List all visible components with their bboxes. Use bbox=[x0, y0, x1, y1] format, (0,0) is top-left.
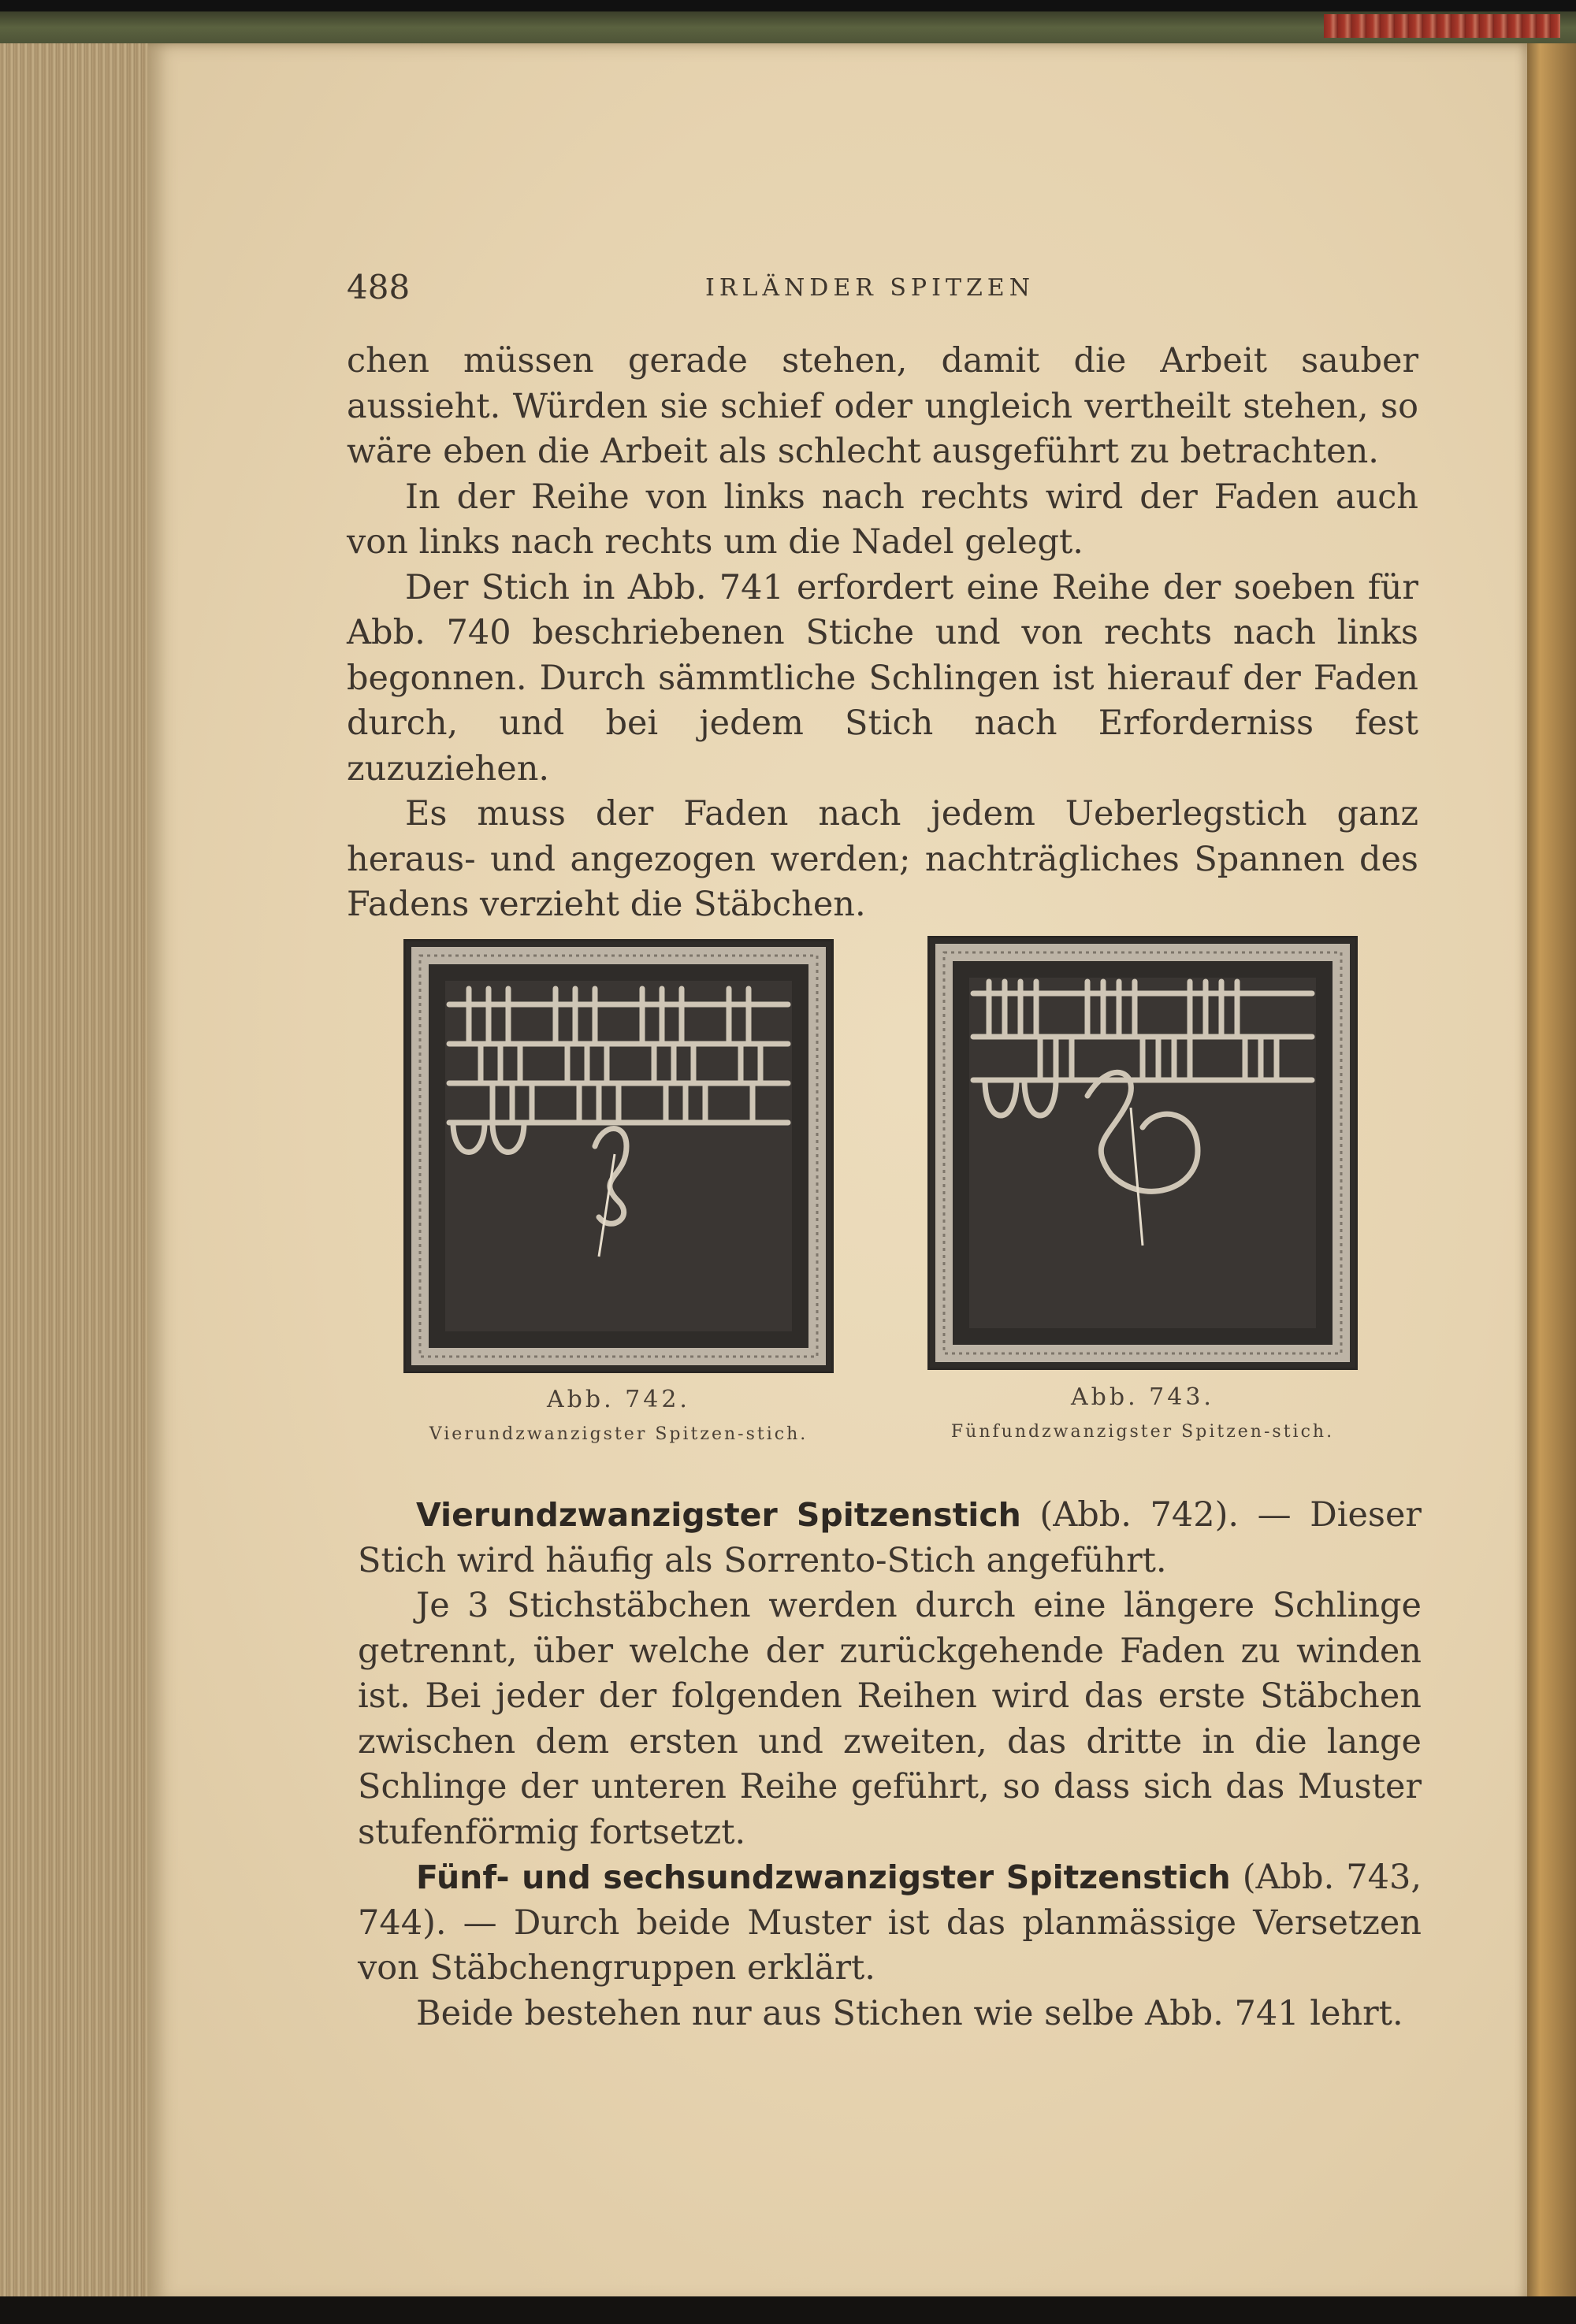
bookmark-ribbon bbox=[1324, 14, 1560, 38]
lace-stitch-illustration bbox=[930, 938, 1355, 1368]
paragraph-text: Beide bestehen nur aus Stichen wie selbe Abb. 741 lehrt. bbox=[416, 1993, 1403, 2033]
stitch-heading: Vierundzwanzigster Spitzenstich bbox=[416, 1496, 1021, 1534]
figure-742-illustration bbox=[406, 941, 831, 1371]
lace-stitch-illustration bbox=[406, 941, 831, 1371]
stitch-heading: Fünf- und sechsundzwanzigster Spitzenstich bbox=[416, 1858, 1231, 1896]
book-cover-edge bbox=[1525, 43, 1576, 2324]
figure-743-caption bbox=[922, 1380, 1363, 1450]
figure-label: Abb. 742. bbox=[547, 1386, 690, 1413]
page-edges bbox=[0, 43, 158, 2296]
text-block-bottom bbox=[358, 1493, 1422, 2036]
paragraph: chen müssen gerade stehen, damit die Arbeit sauber aussieht. Würden sie schief oder ungleich vertheilt stehen, so wäre eben die Arbeit als schlecht ausgeführt zu betrachten. bbox=[347, 341, 1418, 471]
paragraph bbox=[358, 1493, 1422, 1583]
figure-title: Vierundzwanzigster Spitzen-stich. bbox=[429, 1424, 808, 1444]
book-cover-bottom bbox=[0, 2296, 1576, 2324]
paragraph-text: (Abb. 742). — Dieser Stich wird häufig als Sorrento-Stich angeführt. bbox=[358, 1495, 1422, 1580]
figure-743-illustration bbox=[930, 938, 1355, 1368]
figure-title: Fünfundzwanzigster Spitzen-stich. bbox=[950, 1422, 1335, 1442]
text-block-top bbox=[347, 339, 1418, 928]
paragraph: Es muss der Faden nach jedem Ueberlegstich ganz heraus- und angezogen werden; nachträgliches Spannen des Fadens verzieht die Stäbchen. bbox=[347, 794, 1418, 924]
running-head: IRLÄNDER SPITZEN bbox=[705, 274, 1035, 302]
paragraph bbox=[358, 1855, 1422, 1992]
paragraph-text: (Abb. 743, 744). — Durch beide Muster ist das planmässige Versetzen von Stäbchengruppen erklärt. bbox=[358, 1858, 1422, 1988]
figure-742-caption bbox=[398, 1383, 839, 1452]
page-number: 488 bbox=[347, 268, 411, 306]
paragraph bbox=[358, 1583, 1422, 1855]
paragraph bbox=[358, 1992, 1422, 2037]
paragraph: Der Stich in Abb. 741 erfordert eine Reihe der soeben für Abb. 740 beschriebenen Stiche und von rechts nach links begonnen. Durch sämmtliche Schlingen ist hierauf der Faden durch, und bei jedem Stich nach Erforderniss fest zuzuziehen. bbox=[347, 567, 1418, 789]
paragraph: In der Reihe von links nach rechts wird der Faden auch von links nach rechts um die Nadel gelegt. bbox=[347, 477, 1418, 562]
paragraph-text: Je 3 Stichstäbchen werden durch eine längere Schlinge getrennt, über welche der zurückgehende Faden zu winden ist. Bei jeder der folgenden Reihen wird das erste Stäbchen zwischen dem ersten und zweiten, das dritte in die lange Schlinge der unteren Reihe geführt, so dass sich das Muster stufenförmig fortsetzt. bbox=[358, 1586, 1422, 1852]
figure-label: Abb. 743. bbox=[1071, 1383, 1214, 1411]
page-header bbox=[347, 268, 1418, 315]
